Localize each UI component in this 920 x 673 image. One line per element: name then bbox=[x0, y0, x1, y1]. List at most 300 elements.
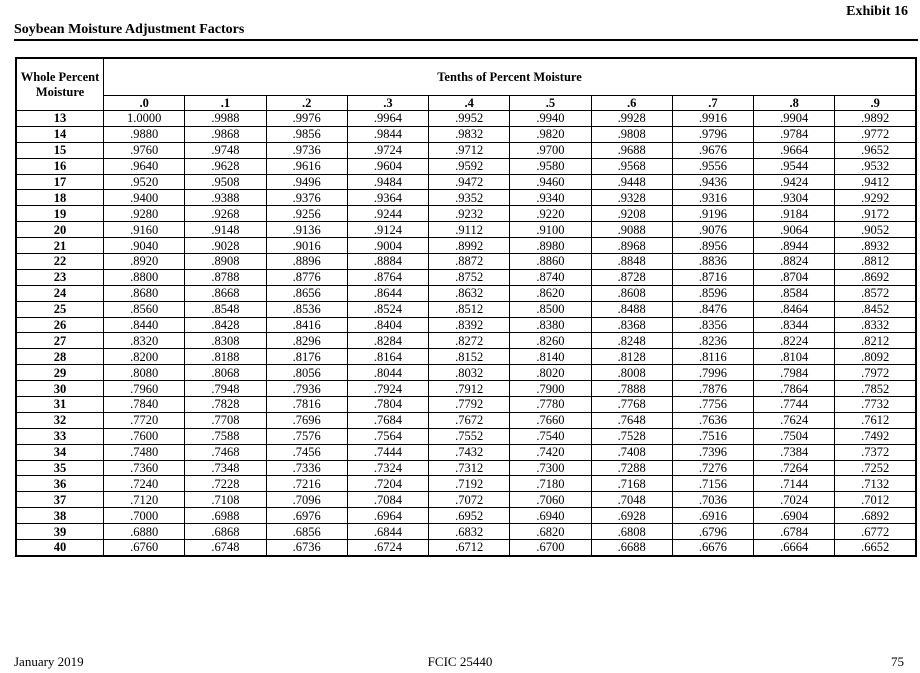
row-moisture-label: 34 bbox=[16, 444, 104, 460]
column-header: .6 bbox=[591, 96, 672, 111]
factor-cell: .8776 bbox=[266, 269, 347, 285]
factor-cell: .8920 bbox=[104, 254, 185, 270]
factor-cell: .9016 bbox=[266, 238, 347, 254]
factor-cell: .9172 bbox=[835, 206, 916, 222]
row-moisture-label: 28 bbox=[16, 349, 104, 365]
factor-cell: .8344 bbox=[754, 317, 835, 333]
factor-cell: .6784 bbox=[754, 524, 835, 540]
row-moisture-label: 20 bbox=[16, 222, 104, 238]
factor-cell: .8740 bbox=[510, 269, 591, 285]
factor-cell: .8680 bbox=[104, 285, 185, 301]
factor-cell: .8416 bbox=[266, 317, 347, 333]
factor-cell: .9676 bbox=[672, 142, 753, 158]
row-moisture-label: 24 bbox=[16, 285, 104, 301]
factor-cell: .9280 bbox=[104, 206, 185, 222]
factor-cell: .9808 bbox=[591, 126, 672, 142]
factor-cell: .9988 bbox=[185, 111, 266, 127]
factor-cell: .9160 bbox=[104, 222, 185, 238]
factor-cell: .9460 bbox=[510, 174, 591, 190]
table-row bbox=[16, 508, 916, 524]
factor-cell: .7096 bbox=[266, 492, 347, 508]
factor-cell: .7432 bbox=[429, 444, 510, 460]
factor-cell: .8908 bbox=[185, 254, 266, 270]
factor-cell: .7684 bbox=[347, 412, 428, 428]
factor-cell: .9604 bbox=[347, 158, 428, 174]
factor-cell: .7180 bbox=[510, 476, 591, 492]
factor-cell: .7720 bbox=[104, 412, 185, 428]
factor-cell: .8320 bbox=[104, 333, 185, 349]
factor-cell: .9220 bbox=[510, 206, 591, 222]
factor-cell: .7156 bbox=[672, 476, 753, 492]
table-row bbox=[16, 111, 916, 127]
table-header bbox=[16, 58, 916, 111]
factor-cell: .8932 bbox=[835, 238, 916, 254]
factor-cell: .8788 bbox=[185, 269, 266, 285]
factor-cell: .9880 bbox=[104, 126, 185, 142]
factor-cell: .9148 bbox=[185, 222, 266, 238]
factor-cell: .9748 bbox=[185, 142, 266, 158]
factor-cell: .7036 bbox=[672, 492, 753, 508]
factor-cell: .7000 bbox=[104, 508, 185, 524]
factor-cell: .7312 bbox=[429, 460, 510, 476]
factor-cell: .7960 bbox=[104, 381, 185, 397]
factor-cell: .9388 bbox=[185, 190, 266, 206]
factor-cell: .6856 bbox=[266, 524, 347, 540]
factor-cell: .7744 bbox=[754, 397, 835, 413]
factor-cell: .8236 bbox=[672, 333, 753, 349]
factor-cell: .7624 bbox=[754, 412, 835, 428]
factor-cell: .8104 bbox=[754, 349, 835, 365]
factor-cell: .7300 bbox=[510, 460, 591, 476]
column-header: .5 bbox=[510, 96, 591, 111]
factor-cell: .7648 bbox=[591, 412, 672, 428]
factor-cell: .7708 bbox=[185, 412, 266, 428]
factor-cell: .8692 bbox=[835, 269, 916, 285]
factor-cell: .8020 bbox=[510, 365, 591, 381]
factor-cell: .8224 bbox=[754, 333, 835, 349]
factor-cell: .8584 bbox=[754, 285, 835, 301]
footer-doc-id: FCIC 25440 bbox=[427, 654, 493, 669]
factor-cell: .6892 bbox=[835, 508, 916, 524]
factor-cell: .9904 bbox=[754, 111, 835, 127]
factor-cell: .7636 bbox=[672, 412, 753, 428]
factor-cell: .6916 bbox=[672, 508, 753, 524]
factor-cell: .8272 bbox=[429, 333, 510, 349]
factor-cell: .6880 bbox=[104, 524, 185, 540]
factor-cell: .6772 bbox=[835, 524, 916, 540]
factor-cell: .9124 bbox=[347, 222, 428, 238]
factor-cell: .9448 bbox=[591, 174, 672, 190]
factor-cell: .7792 bbox=[429, 397, 510, 413]
table-row bbox=[16, 476, 916, 492]
table-body bbox=[16, 111, 916, 556]
factor-cell: .6808 bbox=[591, 524, 672, 540]
factor-cell: .7504 bbox=[754, 428, 835, 444]
factor-cell: .7468 bbox=[185, 444, 266, 460]
factor-cell: .8860 bbox=[510, 254, 591, 270]
factor-cell: .7048 bbox=[591, 492, 672, 508]
factor-cell: .8752 bbox=[429, 269, 510, 285]
column-header: .1 bbox=[185, 96, 266, 111]
table-row bbox=[16, 285, 916, 301]
whole-percent-header bbox=[16, 58, 104, 111]
factor-cell: .9844 bbox=[347, 126, 428, 142]
factor-cell: .9736 bbox=[266, 142, 347, 158]
factor-cell: .8296 bbox=[266, 333, 347, 349]
table-row bbox=[16, 206, 916, 222]
factor-cell: .8632 bbox=[429, 285, 510, 301]
row-moisture-label: 16 bbox=[16, 158, 104, 174]
factor-cell: .8644 bbox=[347, 285, 428, 301]
factor-cell: .7120 bbox=[104, 492, 185, 508]
factor-cell: .7396 bbox=[672, 444, 753, 460]
factor-cell: .9892 bbox=[835, 111, 916, 127]
factor-cell: .8944 bbox=[754, 238, 835, 254]
factor-cell: .7900 bbox=[510, 381, 591, 397]
factor-cell: .7816 bbox=[266, 397, 347, 413]
table-row bbox=[16, 254, 916, 270]
factor-cell: .6952 bbox=[429, 508, 510, 524]
factor-cell: .9664 bbox=[754, 142, 835, 158]
factor-cell: .9364 bbox=[347, 190, 428, 206]
factor-cell: .6700 bbox=[510, 540, 591, 556]
factor-cell: .7288 bbox=[591, 460, 672, 476]
factor-cell: .9796 bbox=[672, 126, 753, 142]
factor-cell: .9832 bbox=[429, 126, 510, 142]
factor-cell: .8032 bbox=[429, 365, 510, 381]
factor-cell: .8140 bbox=[510, 349, 591, 365]
column-header: .4 bbox=[429, 96, 510, 111]
factor-cell: .8332 bbox=[835, 317, 916, 333]
factor-cell: .8440 bbox=[104, 317, 185, 333]
factor-cell: .7840 bbox=[104, 397, 185, 413]
factor-cell: .9580 bbox=[510, 158, 591, 174]
moisture-table-container bbox=[15, 57, 917, 557]
factor-cell: .9004 bbox=[347, 238, 428, 254]
factor-cell: .7780 bbox=[510, 397, 591, 413]
factor-cell: .7732 bbox=[835, 397, 916, 413]
factor-cell: .8116 bbox=[672, 349, 753, 365]
factor-cell: .8596 bbox=[672, 285, 753, 301]
factor-cell: .9268 bbox=[185, 206, 266, 222]
factor-cell: .8164 bbox=[347, 349, 428, 365]
factor-cell: .9652 bbox=[835, 142, 916, 158]
factor-cell: .6760 bbox=[104, 540, 185, 556]
factor-cell: .7660 bbox=[510, 412, 591, 428]
factor-cell: .9592 bbox=[429, 158, 510, 174]
factor-cell: .9316 bbox=[672, 190, 753, 206]
factor-cell: .7204 bbox=[347, 476, 428, 492]
row-moisture-label: 18 bbox=[16, 190, 104, 206]
factor-cell: .8176 bbox=[266, 349, 347, 365]
factor-cell: .9856 bbox=[266, 126, 347, 142]
document-title: Soybean Moisture Adjustment Factors bbox=[14, 22, 245, 37]
factor-cell: .9100 bbox=[510, 222, 591, 238]
factor-cell: .8152 bbox=[429, 349, 510, 365]
factor-cell: .6940 bbox=[510, 508, 591, 524]
factor-cell: .8368 bbox=[591, 317, 672, 333]
factor-cell: .7696 bbox=[266, 412, 347, 428]
row-moisture-label: 17 bbox=[16, 174, 104, 190]
factor-cell: .9724 bbox=[347, 142, 428, 158]
factor-cell: .9052 bbox=[835, 222, 916, 238]
factor-cell: .9916 bbox=[672, 111, 753, 127]
factor-cell: .9868 bbox=[185, 126, 266, 142]
factor-cell: .7480 bbox=[104, 444, 185, 460]
column-header: .9 bbox=[835, 96, 916, 111]
factor-cell: .7912 bbox=[429, 381, 510, 397]
table-row bbox=[16, 349, 916, 365]
factor-cell: .8428 bbox=[185, 317, 266, 333]
table-row bbox=[16, 412, 916, 428]
factor-cell: .7108 bbox=[185, 492, 266, 508]
factor-cell: .8524 bbox=[347, 301, 428, 317]
factor-cell: .7996 bbox=[672, 365, 753, 381]
factor-cell: .7384 bbox=[754, 444, 835, 460]
factor-cell: .7516 bbox=[672, 428, 753, 444]
row-moisture-label: 26 bbox=[16, 317, 104, 333]
factor-cell: .8308 bbox=[185, 333, 266, 349]
factor-cell: .7576 bbox=[266, 428, 347, 444]
factor-cell: .7600 bbox=[104, 428, 185, 444]
factor-cell: .9712 bbox=[429, 142, 510, 158]
factor-cell: .8512 bbox=[429, 301, 510, 317]
factor-cell: .7492 bbox=[835, 428, 916, 444]
tenths-header: Tenths of Percent Moisture bbox=[104, 58, 917, 96]
factor-cell: .6676 bbox=[672, 540, 753, 556]
factor-cell: .8128 bbox=[591, 349, 672, 365]
table-row bbox=[16, 381, 916, 397]
factor-cell: .9232 bbox=[429, 206, 510, 222]
table-row bbox=[16, 190, 916, 206]
factor-cell: .7948 bbox=[185, 381, 266, 397]
factor-cell: .8188 bbox=[185, 349, 266, 365]
row-moisture-label: 29 bbox=[16, 365, 104, 381]
factor-cell: .9376 bbox=[266, 190, 347, 206]
factor-cell: .8884 bbox=[347, 254, 428, 270]
column-header: .8 bbox=[754, 96, 835, 111]
column-header: .7 bbox=[672, 96, 753, 111]
factor-cell: .9112 bbox=[429, 222, 510, 238]
factor-cell: .9328 bbox=[591, 190, 672, 206]
factor-cell: .8488 bbox=[591, 301, 672, 317]
factor-cell: .9952 bbox=[429, 111, 510, 127]
row-moisture-label: 25 bbox=[16, 301, 104, 317]
row-moisture-label: 39 bbox=[16, 524, 104, 540]
factor-cell: .9136 bbox=[266, 222, 347, 238]
factor-cell: .8356 bbox=[672, 317, 753, 333]
row-moisture-label: 23 bbox=[16, 269, 104, 285]
factor-cell: .6832 bbox=[429, 524, 510, 540]
factor-cell: .9544 bbox=[754, 158, 835, 174]
factor-cell: .7768 bbox=[591, 397, 672, 413]
table-row bbox=[16, 301, 916, 317]
factor-cell: .8404 bbox=[347, 317, 428, 333]
factor-cell: .9340 bbox=[510, 190, 591, 206]
factor-cell: .6736 bbox=[266, 540, 347, 556]
factor-cell: .6976 bbox=[266, 508, 347, 524]
factor-cell: .8800 bbox=[104, 269, 185, 285]
factor-cell: .8068 bbox=[185, 365, 266, 381]
factor-cell: .6844 bbox=[347, 524, 428, 540]
factor-cell: .7972 bbox=[835, 365, 916, 381]
factor-cell: .9568 bbox=[591, 158, 672, 174]
factor-cell: .8284 bbox=[347, 333, 428, 349]
factor-cell: .8716 bbox=[672, 269, 753, 285]
factor-cell: .7444 bbox=[347, 444, 428, 460]
table-row bbox=[16, 269, 916, 285]
factor-cell: .8380 bbox=[510, 317, 591, 333]
factor-cell: .9928 bbox=[591, 111, 672, 127]
factor-cell: .9028 bbox=[185, 238, 266, 254]
factor-cell: .8968 bbox=[591, 238, 672, 254]
factor-cell: .9976 bbox=[266, 111, 347, 127]
factor-cell: .6904 bbox=[754, 508, 835, 524]
factor-cell: .8452 bbox=[835, 301, 916, 317]
factor-cell: .8056 bbox=[266, 365, 347, 381]
factor-cell: .7360 bbox=[104, 460, 185, 476]
factor-cell: .8704 bbox=[754, 269, 835, 285]
factor-cell: .7192 bbox=[429, 476, 510, 492]
factor-cell: .9304 bbox=[754, 190, 835, 206]
factor-cell: .8200 bbox=[104, 349, 185, 365]
row-moisture-label: 22 bbox=[16, 254, 104, 270]
factor-cell: .8872 bbox=[429, 254, 510, 270]
factor-cell: .7072 bbox=[429, 492, 510, 508]
factor-cell: .7888 bbox=[591, 381, 672, 397]
factor-cell: 1.0000 bbox=[104, 111, 185, 127]
row-moisture-label: 35 bbox=[16, 460, 104, 476]
table-row bbox=[16, 365, 916, 381]
table-row bbox=[16, 540, 916, 556]
factor-cell: .7984 bbox=[754, 365, 835, 381]
factor-cell: .8560 bbox=[104, 301, 185, 317]
factor-cell: .7228 bbox=[185, 476, 266, 492]
footer-date: January 2019 bbox=[14, 654, 84, 669]
footer-page-number: 75 bbox=[891, 654, 904, 669]
row-moisture-label: 13 bbox=[16, 111, 104, 127]
factor-cell: .9352 bbox=[429, 190, 510, 206]
factor-cell: .7564 bbox=[347, 428, 428, 444]
row-moisture-label: 33 bbox=[16, 428, 104, 444]
table-row bbox=[16, 333, 916, 349]
factor-cell: .8608 bbox=[591, 285, 672, 301]
factor-cell: .6688 bbox=[591, 540, 672, 556]
factor-cell: .7552 bbox=[429, 428, 510, 444]
factor-cell: .8212 bbox=[835, 333, 916, 349]
factor-cell: .9940 bbox=[510, 111, 591, 127]
factor-cell: .9628 bbox=[185, 158, 266, 174]
factor-cell: .7528 bbox=[591, 428, 672, 444]
factor-cell: .8896 bbox=[266, 254, 347, 270]
factor-cell: .7168 bbox=[591, 476, 672, 492]
factor-cell: .8248 bbox=[591, 333, 672, 349]
row-moisture-label: 37 bbox=[16, 492, 104, 508]
factor-cell: .8812 bbox=[835, 254, 916, 270]
factor-cell: .9472 bbox=[429, 174, 510, 190]
factor-cell: .7420 bbox=[510, 444, 591, 460]
factor-cell: .8500 bbox=[510, 301, 591, 317]
table-row bbox=[16, 428, 916, 444]
factor-cell: .9292 bbox=[835, 190, 916, 206]
factor-cell: .8044 bbox=[347, 365, 428, 381]
factor-cell: .8656 bbox=[266, 285, 347, 301]
row-moisture-label: 27 bbox=[16, 333, 104, 349]
factor-cell: .7012 bbox=[835, 492, 916, 508]
row-moisture-label: 36 bbox=[16, 476, 104, 492]
factor-cell: .7264 bbox=[754, 460, 835, 476]
factor-cell: .9208 bbox=[591, 206, 672, 222]
factor-cell: .9184 bbox=[754, 206, 835, 222]
row-moisture-label: 14 bbox=[16, 126, 104, 142]
factor-cell: .6748 bbox=[185, 540, 266, 556]
column-header-row bbox=[16, 96, 916, 111]
factor-cell: .7864 bbox=[754, 381, 835, 397]
factor-cell: .6928 bbox=[591, 508, 672, 524]
factor-cell: .6724 bbox=[347, 540, 428, 556]
factor-cell: .6964 bbox=[347, 508, 428, 524]
factor-cell: .8620 bbox=[510, 285, 591, 301]
factor-cell: .7324 bbox=[347, 460, 428, 476]
column-header: .0 bbox=[104, 96, 185, 111]
factor-cell: .8092 bbox=[835, 349, 916, 365]
factor-cell: .8992 bbox=[429, 238, 510, 254]
row-moisture-label: 40 bbox=[16, 540, 104, 556]
factor-cell: .9244 bbox=[347, 206, 428, 222]
factor-cell: .7756 bbox=[672, 397, 753, 413]
column-header: .2 bbox=[266, 96, 347, 111]
row-moisture-label: 15 bbox=[16, 142, 104, 158]
factor-cell: .9076 bbox=[672, 222, 753, 238]
factor-cell: .7936 bbox=[266, 381, 347, 397]
factor-cell: .8008 bbox=[591, 365, 672, 381]
factor-cell: .8260 bbox=[510, 333, 591, 349]
factor-cell: .7024 bbox=[754, 492, 835, 508]
row-moisture-label: 31 bbox=[16, 397, 104, 413]
table-row bbox=[16, 222, 916, 238]
moisture-adjustment-table bbox=[15, 57, 917, 557]
factor-cell: .7144 bbox=[754, 476, 835, 492]
table-row bbox=[16, 158, 916, 174]
factor-cell: .8464 bbox=[754, 301, 835, 317]
factor-cell: .8824 bbox=[754, 254, 835, 270]
factor-cell: .9784 bbox=[754, 126, 835, 142]
factor-cell: .9436 bbox=[672, 174, 753, 190]
factor-cell: .8476 bbox=[672, 301, 753, 317]
table-row bbox=[16, 126, 916, 142]
factor-cell: .8836 bbox=[672, 254, 753, 270]
table-row bbox=[16, 492, 916, 508]
factor-cell: .9772 bbox=[835, 126, 916, 142]
factor-cell: .7456 bbox=[266, 444, 347, 460]
factor-cell: .7588 bbox=[185, 428, 266, 444]
factor-cell: .6868 bbox=[185, 524, 266, 540]
factor-cell: .9256 bbox=[266, 206, 347, 222]
factor-cell: .9616 bbox=[266, 158, 347, 174]
factor-cell: .7084 bbox=[347, 492, 428, 508]
factor-cell: .9556 bbox=[672, 158, 753, 174]
factor-cell: .8980 bbox=[510, 238, 591, 254]
factor-cell: .9520 bbox=[104, 174, 185, 190]
factor-cell: .7132 bbox=[835, 476, 916, 492]
factor-cell: .7672 bbox=[429, 412, 510, 428]
table-row bbox=[16, 397, 916, 413]
table-row bbox=[16, 142, 916, 158]
factor-cell: .9760 bbox=[104, 142, 185, 158]
factor-cell: .8080 bbox=[104, 365, 185, 381]
table-row bbox=[16, 524, 916, 540]
factor-cell: .7240 bbox=[104, 476, 185, 492]
